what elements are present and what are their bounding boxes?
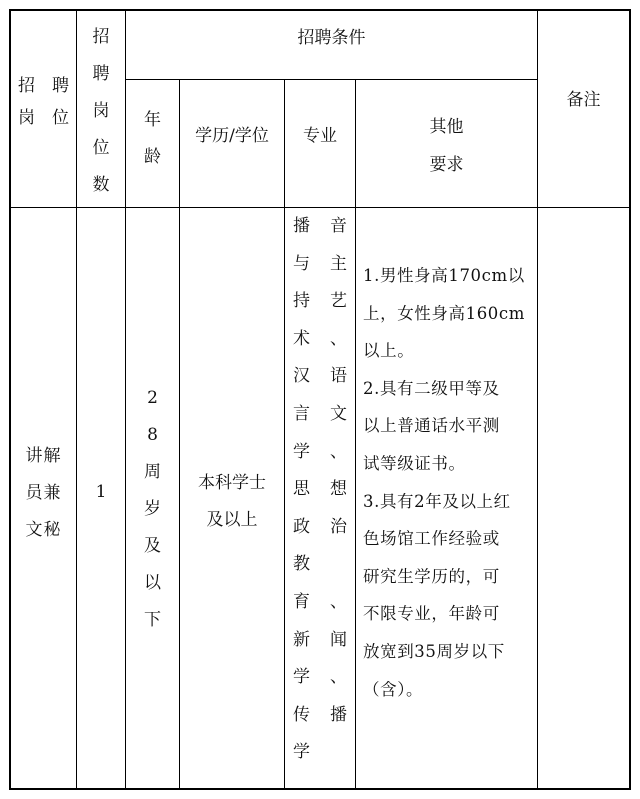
row-position-line: 讲解 <box>25 446 62 466</box>
row-age-char: 2 <box>147 388 158 408</box>
header-education: 学历/学位 <box>195 126 269 146</box>
header-other <box>356 108 537 184</box>
requirement-line: 2.具有二级甲等及 <box>363 378 500 398</box>
header-remarks: 备注 <box>566 90 601 110</box>
row-position-line: 文秘 <box>25 520 62 540</box>
row-major-line: 思 想 <box>293 479 347 500</box>
header-count-char: 位 <box>92 138 110 158</box>
row-major-line: 术 、 <box>293 328 347 349</box>
col-divider-3 <box>179 79 180 790</box>
row-age-char: 岁 <box>144 499 161 519</box>
requirement-line: （含）。 <box>363 679 424 699</box>
header-age-text <box>126 102 179 176</box>
requirement-line: 以上。 <box>363 341 415 361</box>
row-major-line: 播 音 <box>293 216 347 236</box>
row-major-line: 持 艺 <box>293 291 347 312</box>
requirement-line: 不限专业，年龄可 <box>363 604 500 624</box>
header-other-line1: 其他 <box>429 117 464 137</box>
conditions-subheader-divider <box>125 79 537 80</box>
requirement-line: 3.具有2年及以上红 <box>363 491 511 511</box>
header-position-line: 岗 位 <box>18 108 69 128</box>
requirement-line: 上，女性身高160cm <box>363 303 525 323</box>
row-major-line: 传 播 <box>293 704 347 725</box>
row-position-line: 员兼 <box>25 483 62 503</box>
table-border-right <box>629 9 631 790</box>
header-conditions: 招聘条件 <box>297 28 366 48</box>
header-count-char: 聘 <box>92 64 110 84</box>
row-age <box>126 208 179 788</box>
header-other-line2: 要求 <box>429 155 464 175</box>
row-education-line2: 及以上 <box>206 510 258 530</box>
header-age-char: 年 <box>144 110 161 130</box>
row-age-char: 下 <box>144 610 161 630</box>
requirement-line: 以上普通话水平测 <box>363 416 500 436</box>
header-position <box>11 70 76 134</box>
row-major-line: 学 、 <box>293 441 347 462</box>
col-divider-6 <box>537 9 538 790</box>
row-major-line: 政 治 <box>293 516 347 537</box>
row-age-text <box>126 380 179 639</box>
row-major-line: 学 <box>293 742 310 763</box>
row-major-line: 学 、 <box>293 667 347 688</box>
header-count-char: 岗 <box>92 101 110 121</box>
requirement-line: 研究生学历的，可 <box>363 566 500 586</box>
header-position-line: 招 聘 <box>18 76 69 96</box>
row-education-line1: 本科学士 <box>198 473 266 493</box>
row-age-char: 周 <box>144 462 161 482</box>
header-age-char: 龄 <box>144 147 161 167</box>
col-divider-5 <box>355 79 356 790</box>
row-position-text <box>24 438 64 549</box>
header-count <box>77 9 125 207</box>
row-major-line: 汉 语 <box>293 366 347 387</box>
row-age-char: 及 <box>144 536 161 556</box>
requirement-line: 1.男性身高170cm以 <box>363 266 525 285</box>
row-age-char: 8 <box>147 425 158 445</box>
requirement-line: 色场馆工作经验或 <box>363 529 500 549</box>
row-major-line: 教 <box>293 554 310 575</box>
row-position <box>11 438 76 549</box>
row-count: 1 <box>95 482 107 502</box>
header-count-char: 招 <box>92 27 110 47</box>
row-major <box>285 208 355 788</box>
header-major: 专业 <box>303 126 337 146</box>
header-count-char: 数 <box>92 175 110 195</box>
header-count-text <box>77 19 125 204</box>
requirement-line: 试等级证书。 <box>363 454 466 473</box>
header-age <box>126 80 179 207</box>
row-major-line: 言 文 <box>293 404 347 424</box>
header-position-text <box>11 70 76 134</box>
requirement-line: 放宽到35周岁以下 <box>363 642 505 661</box>
row-major-line: 育 、 <box>293 592 347 612</box>
row-major-line: 与 主 <box>293 253 347 274</box>
row-age-char: 以 <box>144 573 161 593</box>
row-education <box>180 465 284 539</box>
row-major-line: 新 闻 <box>293 629 347 650</box>
